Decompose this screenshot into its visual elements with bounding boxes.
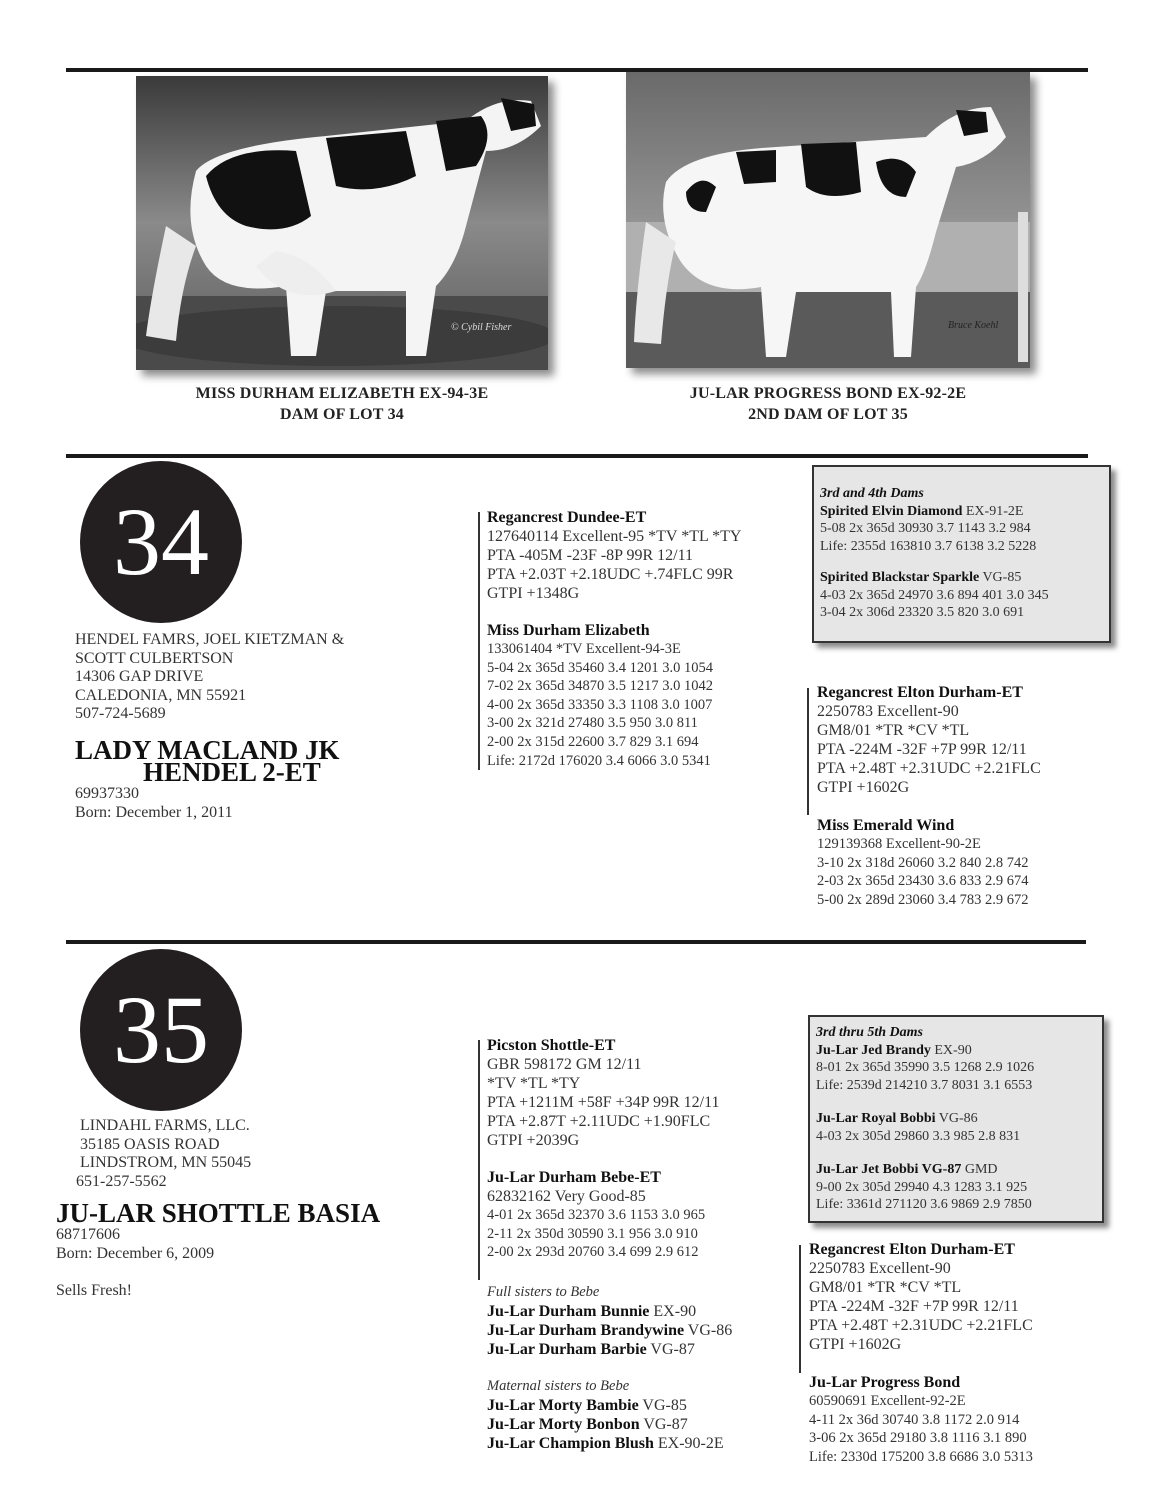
mgs-line: PTA -224M -32F +7P 99R 12/11: [809, 1298, 1019, 1315]
lot35-number: 35: [80, 949, 242, 1111]
box-entry-line: 4-03 2x 305d 29860 3.3 985 2.8 831: [816, 1128, 1021, 1144]
sister-name: Ju-Lar Morty Bonbon: [487, 1415, 640, 1433]
box-entry-score: EX-91-2E: [962, 503, 1024, 519]
consignor-line: 35185 OASIS ROAD: [80, 1135, 220, 1153]
box-entry-line: 3-04 2x 306d 23320 3.5 820 3.0 691: [820, 605, 1025, 620]
lot34-pedigree-bar-1: [478, 512, 480, 770]
lot35-dam: [487, 1168, 705, 1262]
granddam-line: 3-10 2x 318d 26060 3.2 840 2.8 742: [817, 854, 1029, 871]
lot34-reg: 69937330: [75, 785, 139, 802]
caption-right-line2: 2ND DAM OF LOT 35: [748, 406, 908, 423]
consignor-line: HENDEL FAMRS, JOEL KIETZMAN &: [75, 631, 345, 648]
photo-signature-left: © Cybil Fisher: [451, 322, 512, 333]
sister-name: Ju-Lar Champion Blush: [487, 1434, 654, 1452]
dam-line: 133061404 *TV Excellent-94-3E: [487, 641, 681, 657]
box-entry-line: Life: 3361d 271120 3.6 9869 2.9 7850: [816, 1197, 1032, 1212]
granddam-line: 60590691 Excellent-92-2E: [809, 1393, 966, 1409]
box-entry-name: Ju-Lar Jed Brandy: [816, 1042, 931, 1058]
box-entry-score: VG-85: [979, 570, 1022, 585]
lot35-maternal-sisters: [487, 1377, 724, 1453]
caption-right: [626, 383, 1030, 425]
dam-line: 2-11 2x 350d 30590 3.1 956 3.0 910: [487, 1225, 698, 1242]
dam-name: Miss Durham Elizabeth: [487, 622, 650, 639]
sire-line: 127640114 Excellent-95 *TV *TL *TY: [487, 528, 742, 545]
mgs-name: Regancrest Elton Durham-ET: [809, 1241, 1015, 1258]
mgs-name: Regancrest Elton Durham-ET: [817, 684, 1023, 701]
box-entry-line: 8-01 2x 365d 35990 3.5 1268 2.9 1026: [816, 1060, 1035, 1075]
lot34-title-line1: LADY MACLAND JK: [75, 735, 340, 765]
box-entry-score: EX-90: [930, 1042, 972, 1058]
sister-score: VG-86: [684, 1321, 733, 1339]
dam-line: 5-04 2x 365d 35460 3.4 1201 3.0 1054: [487, 659, 713, 676]
box-entry-score: VG-86: [935, 1111, 978, 1126]
box-entry-score: GMD: [961, 1162, 998, 1177]
caption-left-line2: DAM OF LOT 34: [280, 406, 404, 423]
sister-name: Ju-Lar Durham Bunnie: [487, 1302, 650, 1320]
granddam-line: 129139368 Excellent-90-2E: [817, 836, 981, 852]
granddam-line: 2-03 2x 365d 23430 3.6 833 2.9 674: [817, 873, 1029, 890]
box-entry-line: 5-08 2x 365d 30930 3.7 1143 3.2 984: [820, 521, 1031, 536]
lot35-reg: 68717606: [56, 1226, 120, 1243]
mgs-line: 2250783 Excellent-90: [817, 703, 959, 720]
lot35-born: Born: December 6, 2009: [56, 1245, 215, 1262]
consignor-line: LINDSTROM, MN 55045: [80, 1154, 252, 1172]
lot35-granddam: [809, 1373, 1033, 1466]
sire-line: GBR 598172 GM 12/11: [487, 1056, 642, 1073]
granddam-line: 4-11 2x 36d 30740 3.8 1172 2.0 914: [809, 1411, 1020, 1428]
mgs-line: GM8/01 *TR *CV *TL: [817, 722, 970, 739]
full-sisters-heading: Full sisters to Bebe: [487, 1284, 600, 1300]
granddam-name: Miss Emerald Wind: [817, 817, 955, 834]
mgs-line: PTA +2.48T +2.31UDC +2.21FLC: [809, 1317, 1033, 1334]
lot34-number: 34: [80, 461, 242, 623]
lot34-pedigree-bar-2: [807, 688, 809, 815]
dam-line: 2-00 2x 293d 20760 3.4 699 2.9 612: [487, 1244, 699, 1261]
sister-score: VG-85: [638, 1396, 687, 1414]
lot34-born: Born: December 1, 2011: [75, 804, 233, 821]
lot35-dams-box: [808, 1015, 1104, 1223]
consignor-line: SCOTT CULBERTSON: [75, 649, 234, 667]
lot34-dams-box: [812, 465, 1111, 643]
lot35-mgs: [809, 1240, 1033, 1354]
lot35-title: JU-LAR SHOTTLE BASIA: [56, 1198, 381, 1228]
granddam-line: 5-00 2x 289d 23060 3.4 783 2.9 672: [817, 891, 1029, 908]
dam-line: 62832162 Very Good-85: [487, 1188, 646, 1205]
box-entry-name: Ju-Lar Royal Bobbi: [816, 1111, 936, 1126]
consignor-line: 507-724-5689: [75, 705, 166, 723]
box-entry-line: Life: 2539d 214210 3.7 8031 3.1 6553: [816, 1077, 1033, 1093]
sire-line: PTA -405M -23F -8P 99R 12/11: [487, 547, 693, 564]
box-entry-name: Spirited Blackstar Sparkle: [820, 570, 980, 585]
lot34-title-line2: HENDEL 2-ET: [143, 757, 321, 787]
photo-miss-durham-elizabeth: [136, 76, 548, 370]
granddam-line: Life: 2330d 175200 3.8 6686 3.0 5313: [809, 1448, 1033, 1465]
lot34-rule: [66, 454, 1088, 458]
mgs-line: PTA +2.48T +2.31UDC +2.21FLC: [817, 760, 1041, 777]
box-entry-line: 9-00 2x 305d 29940 4.3 1283 3.1 925: [816, 1179, 1028, 1195]
box-entry-line: 4-03 2x 365d 24970 3.6 894 401 3.0 345: [820, 587, 1049, 603]
lot35-consignor: [76, 1117, 252, 1191]
box-heading: 3rd thru 5th Dams: [816, 1025, 923, 1040]
lot35-pedigree-bar-2: [799, 1245, 801, 1373]
lot34-dam: [487, 621, 713, 770]
sister-score: EX-90-2E: [653, 1434, 724, 1452]
sister-name: Ju-Lar Morty Bambie: [487, 1396, 639, 1414]
dam-line: 2-00 2x 315d 22600 3.7 829 3.1 694: [487, 733, 699, 750]
caption-left: [136, 383, 548, 425]
sire-line: *TV *TL *TY: [487, 1075, 581, 1092]
sire-line: PTA +2.87T +2.11UDC +1.90FLC: [487, 1113, 711, 1130]
maternal-sisters-heading: Maternal sisters to Bebe: [487, 1378, 630, 1394]
lot35-full-sisters: [487, 1283, 732, 1359]
photo-signature-right: Bruce Koehl: [948, 320, 999, 331]
consignor-line: LINDAHL FARMS, LLC.: [80, 1117, 250, 1134]
lot34-granddam: [817, 816, 1028, 909]
lot34-sire: [487, 508, 741, 603]
sire-line: PTA +1211M +58F +34P 99R 12/11: [487, 1094, 720, 1111]
sister-score: EX-90: [649, 1302, 697, 1320]
mgs-line: GTPI +1602G: [817, 779, 910, 796]
sire-name: Regancrest Dundee-ET: [487, 509, 647, 526]
granddam-line: 3-06 2x 365d 29180 3.8 1116 3.1 890: [809, 1430, 1027, 1447]
mgs-line: PTA -224M -32F +7P 99R 12/11: [817, 741, 1027, 758]
sire-name: Picston Shottle-ET: [487, 1037, 616, 1054]
dam-line: 3-00 2x 321d 27480 3.5 950 3.0 811: [487, 715, 698, 732]
lot34-mgs: [817, 683, 1041, 797]
sister-score: VG-87: [639, 1415, 688, 1433]
granddam-name: Ju-Lar Progress Bond: [809, 1374, 961, 1391]
dam-line: 4-01 2x 365d 32370 3.6 1153 3.0 965: [487, 1207, 706, 1223]
mgs-line: 2250783 Excellent-90: [809, 1260, 951, 1277]
box-entry-line: Life: 2355d 163810 3.7 6138 3.2 5228: [820, 538, 1037, 554]
box-heading: 3rd and 4th Dams: [820, 486, 924, 501]
lot34-consignor: [75, 631, 344, 724]
mgs-line: GTPI +1602G: [809, 1336, 902, 1353]
sister-name: Ju-Lar Durham Brandywine: [487, 1321, 685, 1339]
dam-line: Life: 2172d 176020 3.4 6066 3.0 5341: [487, 752, 711, 769]
consignor-line: 14306 GAP DRIVE: [75, 668, 204, 686]
box-entry-name: Ju-Lar Jet Bobbi VG-87: [816, 1162, 962, 1177]
photo-ju-lar-progress-bond: [626, 72, 1030, 368]
sister-score: VG-87: [646, 1340, 695, 1358]
consignor-line: CALEDONIA, MN 55921: [75, 686, 247, 704]
box-entry-name: Spirited Elvin Diamond: [820, 503, 963, 519]
sire-line: GTPI +2039G: [487, 1132, 580, 1149]
lot35-rule: [66, 940, 1086, 944]
consignor-line: 651-257-5562: [76, 1172, 167, 1190]
lot35-note: Sells Fresh!: [56, 1282, 132, 1299]
sire-line: GTPI +1348G: [487, 585, 580, 602]
dam-line: 7-02 2x 365d 34870 3.5 1217 3.0 1042: [487, 678, 713, 695]
dam-name: Ju-Lar Durham Bebe-ET: [487, 1169, 661, 1186]
sister-name: Ju-Lar Durham Barbie: [487, 1340, 647, 1358]
dam-line: 4-00 2x 365d 33350 3.3 1108 3.0 1007: [487, 696, 713, 713]
lot35-sire: [487, 1036, 720, 1150]
sire-line: PTA +2.03T +2.18UDC +.74FLC 99R: [487, 566, 734, 583]
mgs-line: GM8/01 *TR *CV *TL: [809, 1279, 962, 1296]
caption-right-line1: JU-LAR PROGRESS BOND EX-92-2E: [689, 385, 967, 402]
lot35-pedigree-bar-1: [478, 1040, 480, 1280]
caption-left-line1: MISS DURHAM ELIZABETH EX-94-3E: [195, 385, 489, 402]
